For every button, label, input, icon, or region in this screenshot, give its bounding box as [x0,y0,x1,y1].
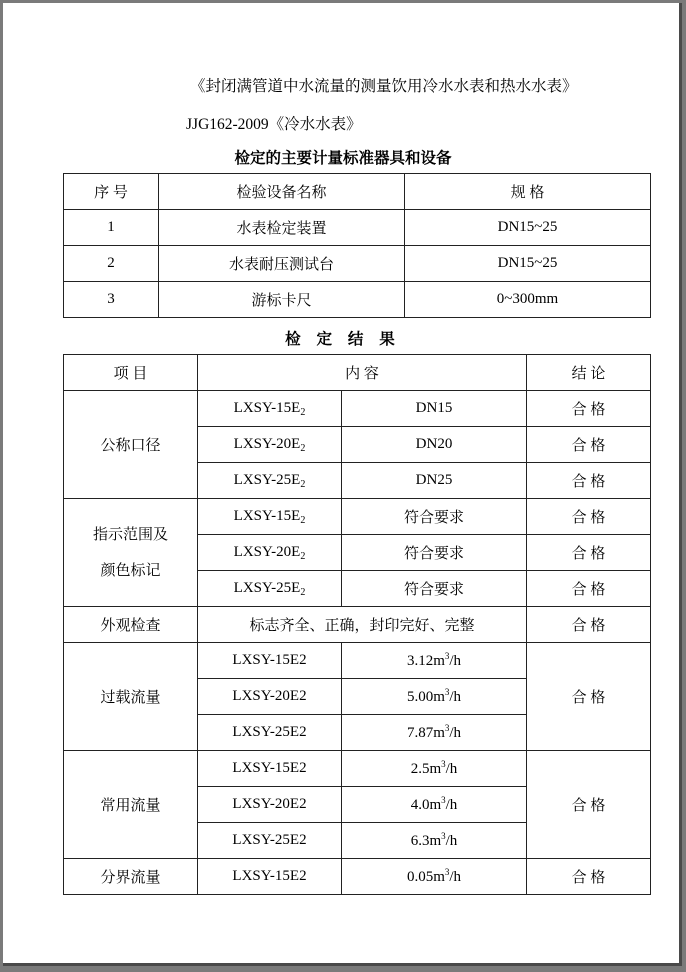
flow-value: 3.12m [406,653,445,669]
model-subscript: 2 [300,406,306,418]
model-cell: LXSY-25E2 [198,823,342,859]
model-cell [198,427,342,463]
unit-tail: /h [449,725,462,741]
result-cell: 合 格 [527,391,651,427]
unit-superscript: 3 [441,795,446,805]
table-row [64,282,651,318]
model-cell [198,463,342,499]
unit-superscript: 3 [441,831,446,841]
model-text: LXSY-25E [233,579,301,596]
table-row [64,499,651,535]
model-cell: LXSY-15E2 [198,643,342,679]
row-no: 3 [64,282,159,318]
model-cell: LXSY-20E2 [198,787,342,823]
header-cell-content: 内 容 [198,355,527,391]
model-cell [198,499,342,535]
table-row [64,859,651,895]
nominal-diameter-label: 公称口径 [64,391,198,499]
indication-label-line1: 指示范围及 [92,526,168,543]
result-cell: 合 格 [527,499,651,535]
indication-label-line2: 颜色标记 [100,562,161,579]
table-header-row [64,174,651,210]
appearance-label: 外观检查 [64,607,198,643]
row-no: 2 [64,246,159,282]
model-subscript: 2 [300,514,306,526]
result-cell: 合 格 [527,751,651,859]
flow-value: 5.00m [406,689,445,705]
results-section-title: 检 定 结 果 [285,331,401,348]
table-row [64,607,651,643]
row-spec: 0~300mm [405,282,651,318]
model-text: LXSY-15E [233,399,301,416]
unit-tail: /h [445,797,458,813]
unit-tail: /h [449,689,462,705]
table-row [64,751,651,787]
unit-tail: /h [445,833,458,849]
flow-value-cell [342,679,527,715]
model-cell: LXSY-15E2 [198,751,342,787]
model-text: LXSY-20E [233,543,301,560]
flow-value-cell [342,715,527,751]
model-text: LXSY-25E [233,471,301,488]
value-cell: DN25 [342,463,527,499]
boundary-flow-label: 分界流量 [64,859,198,895]
row-name: 水表耐压测试台 [159,246,405,282]
flow-value: 2.5m [410,761,442,777]
results-table [63,354,651,895]
indication-range-label [64,499,198,607]
standard-title-line: 《封闭满管道中水流量的测量饮用冷水水表和热水水表》 [190,78,578,95]
row-spec: DN15~25 [405,246,651,282]
flow-value: 0.05m [406,869,445,885]
table-header-row [64,355,651,391]
overload-flow-label: 过载流量 [64,643,198,751]
value-cell: DN15 [342,391,527,427]
header-cell-item: 项 目 [64,355,198,391]
flow-value: 4.0m [410,797,442,813]
equipment-section-title: 检定的主要计量标准器具和设备 [234,150,452,167]
row-name: 水表检定装置 [159,210,405,246]
model-subscript: 2 [300,478,306,490]
flow-value: 6.3m [410,833,442,849]
appearance-content: 标志齐全、正确，封印完好、完整 [198,607,527,643]
result-cell: 合 格 [527,427,651,463]
flow-value: 7.87m [406,725,445,741]
result-cell: 合 格 [527,535,651,571]
result-cell: 合 格 [527,859,651,895]
equipment-table [63,173,651,318]
value-cell: 符合要求 [342,571,527,607]
header-cell-name: 检验设备名称 [159,174,405,210]
flow-value-cell [342,751,527,787]
result-cell: 合 格 [527,463,651,499]
unit-superscript: 3 [444,651,450,661]
flow-value-cell [342,787,527,823]
result-cell: 合 格 [527,607,651,643]
model-cell: LXSY-20E2 [198,679,342,715]
value-cell: 符合要求 [342,499,527,535]
result-cell: 合 格 [527,571,651,607]
header-cell-spec: 规 格 [405,174,651,210]
unit-tail: /h [449,869,462,885]
value-cell: DN20 [342,427,527,463]
model-subscript: 2 [300,442,306,454]
model-subscript: 2 [300,586,306,598]
model-cell: LXSY-15E2 [198,859,342,895]
regulation-line: JJG162-2009《冷水水表》 [186,116,362,133]
model-cell [198,571,342,607]
unit-tail: /h [445,761,458,777]
flow-value-cell [342,859,527,895]
row-no: 1 [64,210,159,246]
flow-value-cell [342,643,527,679]
header-cell-result: 结 论 [527,355,651,391]
model-cell: LXSY-25E2 [198,715,342,751]
row-spec: DN15~25 [405,210,651,246]
unit-superscript: 3 [444,687,450,697]
unit-superscript: 3 [444,867,450,877]
common-flow-label: 常用流量 [64,751,198,859]
value-cell: 符合要求 [342,535,527,571]
model-text: LXSY-20E [233,435,301,452]
flow-value-cell [342,823,527,859]
model-cell [198,535,342,571]
row-name: 游标卡尺 [159,282,405,318]
unit-tail: /h [449,653,462,669]
model-cell [198,391,342,427]
table-row [64,210,651,246]
table-row [64,643,651,679]
table-row [64,391,651,427]
table-row [64,246,651,282]
result-cell: 合 格 [527,643,651,751]
unit-superscript: 3 [441,759,446,769]
model-text: LXSY-15E [233,507,301,524]
model-subscript: 2 [300,550,306,562]
header-cell-no: 序 号 [64,174,159,210]
unit-superscript: 3 [444,723,450,733]
